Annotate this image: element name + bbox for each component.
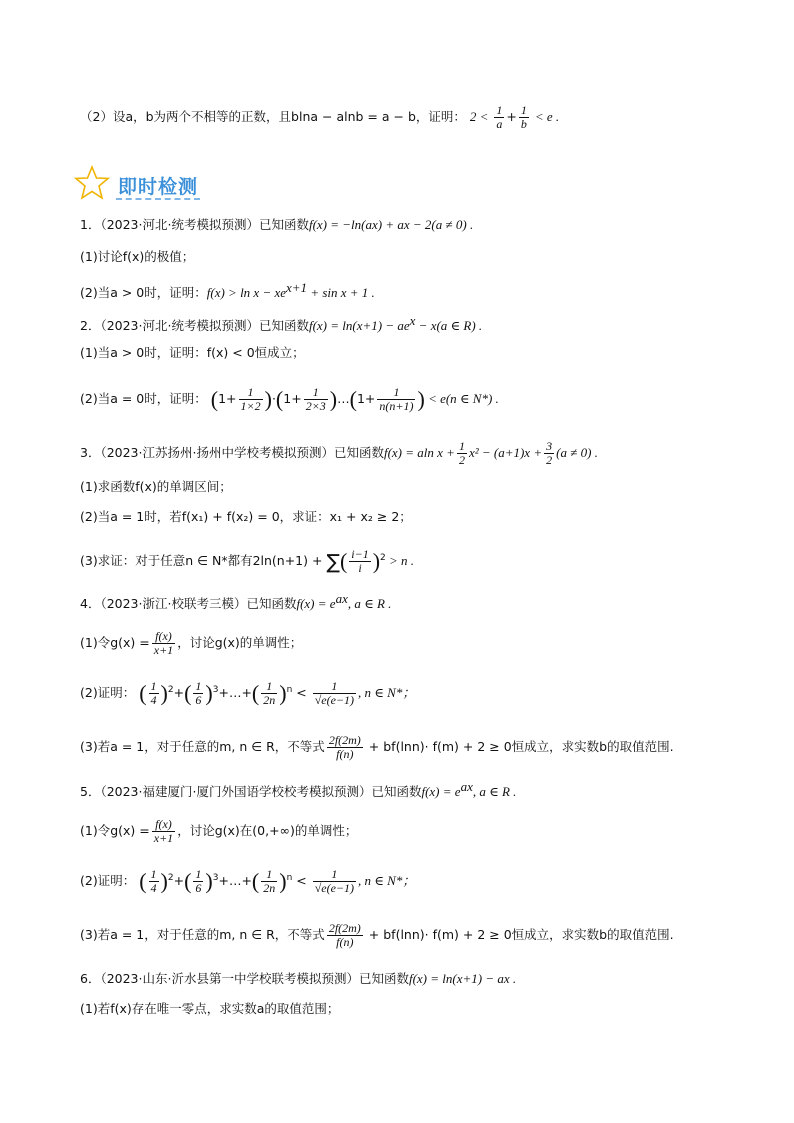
- problem-4-head: 4．（2023·浙江·校联考三模）已知函数$f(x) = e^{ax}$, a ∈ R .: [80, 591, 392, 612]
- problem-4-part1: (1)令g(x) = $\frac{f(x)}{x+1}$ ，讨论g(x)的单调性；: [80, 629, 303, 657]
- problem-3-head: 3．（2023·江苏扬州·扬州中学校考模拟预测）已知函数f(x) = aln x + $\frac{1}{2}$ x² − (a+1)x + $\frac{3}{2}$ (a ≠ 0) .: [80, 439, 598, 467]
- star-outline-icon: [74, 165, 110, 201]
- problem-5-part3: (3)若a = 1，对于任意的m, n ∈ R，不等式 $\frac{2f(2m)}{f(n)}$ + bf(lnn)· f(m) + 2 ≥ 0恒成立，求实数b的取值范围.: [80, 921, 674, 949]
- problem-6-part1: (1)若f(x)存在唯一零点，求实数a的取值范围；: [80, 1001, 340, 1016]
- intro-q2: （2）设a，b为两个不相等的正数，且blna − alnb = a − b，证明： 2 < $\frac{1}{a}$ + $\frac{1}{b}$ < e .: [80, 103, 560, 131]
- problem-2-part2: (2)当a = 0时，证明： (1+ $\frac{1}{1\times 2}$ )·(1+ $\frac{1}{2\times 3}$ )…(1+ $\frac{1}{n(n+1)}$ ) < e(n ∈ N*) .: [80, 385, 499, 413]
- problem-3-part1: (1)求函数f(x)的单调区间；: [80, 479, 232, 494]
- frac-1-over-a: $\frac{1}{a}$: [496, 103, 503, 131]
- problem-5-part2: (2)证明： ( $\frac{1}{4}$ )$^2$+( $\frac{1}{6}$ )$^3$+…+( $\frac{1}{2n}$ )$^n$ < $\frac{1}{√e(e-1)}$ , n ∈ N*；: [80, 867, 416, 895]
- problem-3-part3: (3)求证：对于任意n ∈ N*都有2ln(n+1) + ∑( $\frac{i-1}{i}$ )$^2$ > n .: [80, 547, 415, 575]
- problem-6-head: 6．（2023·山东·沂水县第一中学校联考模拟预测）已知函数f(x) = ln(x+1) − ax .: [80, 971, 517, 986]
- section-title: 即时检测: [118, 176, 199, 198]
- problem-4-part3: (3)若a = 1，对于任意的m, n ∈ R，不等式 $\frac{2f(2m)}{f(n)}$ + bf(lnn)· f(m) + 2 ≥ 0恒成立，求实数b的取值范围.: [80, 733, 674, 761]
- q2-text: （2）设a，b为两个不相等的正数，且blna − alnb = a − b，证明：: [80, 109, 466, 124]
- q2-ineq-left: 2 <: [469, 109, 489, 124]
- problem-4-part2: (2)证明： ( $\frac{1}{4}$ )$^2$+( $\frac{1}{6}$ )$^3$+…+( $\frac{1}{2n}$ )$^n$ < $\frac{1}{√e(e-1)}$ , n ∈ N*；: [80, 679, 416, 707]
- problem-5-head: 5．（2023·福建厦门·厦门外国语学校校考模拟预测）已知函数$f(x) = e^{ax}$, a ∈ R .: [80, 779, 517, 800]
- q2-ineq-right: < e .: [534, 109, 560, 124]
- section-underline: [116, 198, 200, 200]
- problem-2-head: 2．（2023·河北·统考模拟预测）已知函数$f(x) = \ln(x+1) - ae^x - x(a$ ∈ R) .: [80, 313, 483, 334]
- problem-2-part1: (1)当a > 0时，证明：f(x) < 0恒成立；: [80, 345, 305, 360]
- problem-3-part2: (2)当a = 1时，若f(x₁) + f(x₂) = 0，求证：x₁ + x₂ ≥ 2；: [80, 509, 412, 524]
- problem-1-head: 1．（2023·河北·统考模拟预测）已知函数f(x) = −ln(ax) + ax − 2(a ≠ 0) .: [80, 217, 474, 232]
- problem-5-part1: (1)令g(x) = $\frac{f(x)}{x+1}$ ，讨论g(x)在(0,+∞)的单调性；: [80, 817, 358, 845]
- frac-1-over-b: $\frac{1}{b}$: [520, 103, 527, 131]
- problem-1-part1: (1)讨论f(x)的极值；: [80, 249, 195, 264]
- problem-1-part2: (2)当a > 0时，证明：$f(x) > \ln x - xe^{x+1} + \sin x + 1$ .: [80, 280, 375, 301]
